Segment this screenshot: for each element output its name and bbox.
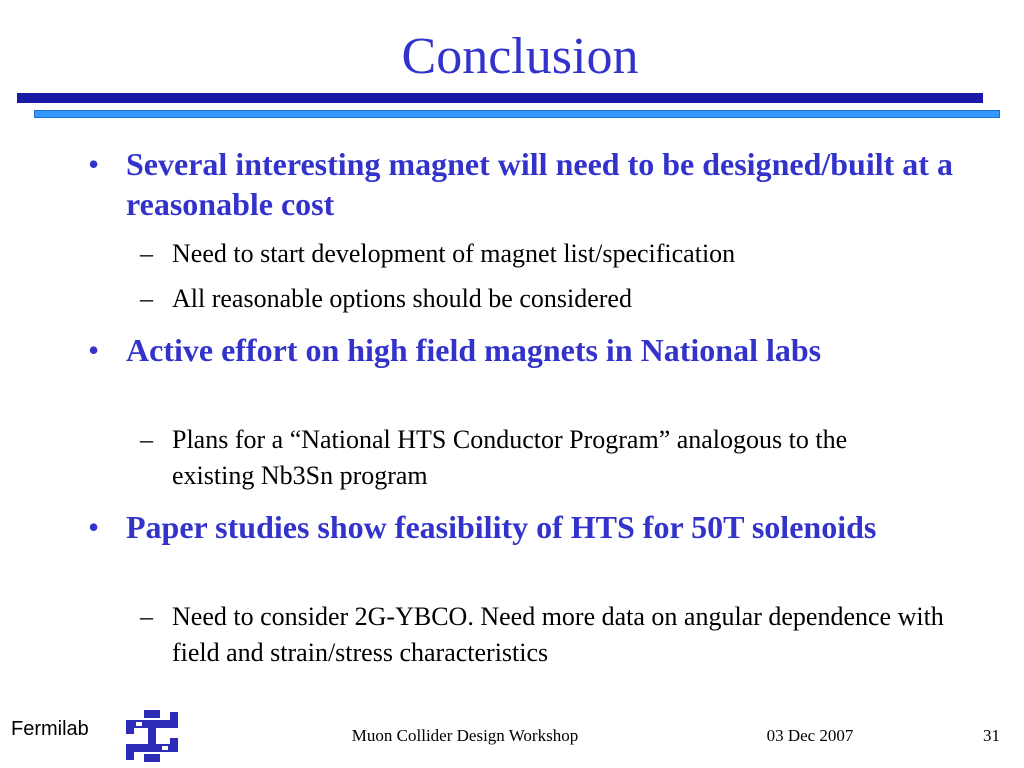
footer-page-number: 31 [983,726,1000,745]
sub-marker: – [140,425,153,454]
bullet-1-text: Several interesting magnet will need to be designed/built at a reasonable cost [126,146,953,222]
footer-brand: Fermilab [11,718,89,740]
fermilab-logo-icon [122,708,182,764]
title-divider-dark [17,93,983,103]
title-divider-light [34,110,1000,118]
bullet-marker: • [88,146,100,182]
footer-date: 03 Dec 2007 [766,726,854,745]
bullet-3-sub-1: Need to consider 2G-YBCO. Need more data on angular dependence with field and strain/stress characteristics [172,602,944,667]
bullet-2-text: Active effort on high field magnets in National labs [126,332,822,368]
bullet-1-sub-1: Need to start development of magnet list/specification [172,239,736,268]
sub-marker: – [140,602,153,631]
bullet-marker: • [88,332,100,368]
sub-marker: – [140,284,153,313]
slide-title: Conclusion [401,28,639,85]
bullet-2-sub-1: Plans for a “National HTS Conductor Program” analogous to the existing Nb3Sn program [172,425,848,490]
sub-marker: – [140,239,153,268]
bullet-3-text: Paper studies show feasibility of HTS for 50T solenoids [126,509,877,545]
bullet-1-sub-2: All reasonable options should be considered [172,284,632,313]
bullet-marker: • [88,509,100,545]
footer-event: Muon Collider Design Workshop [351,726,579,745]
